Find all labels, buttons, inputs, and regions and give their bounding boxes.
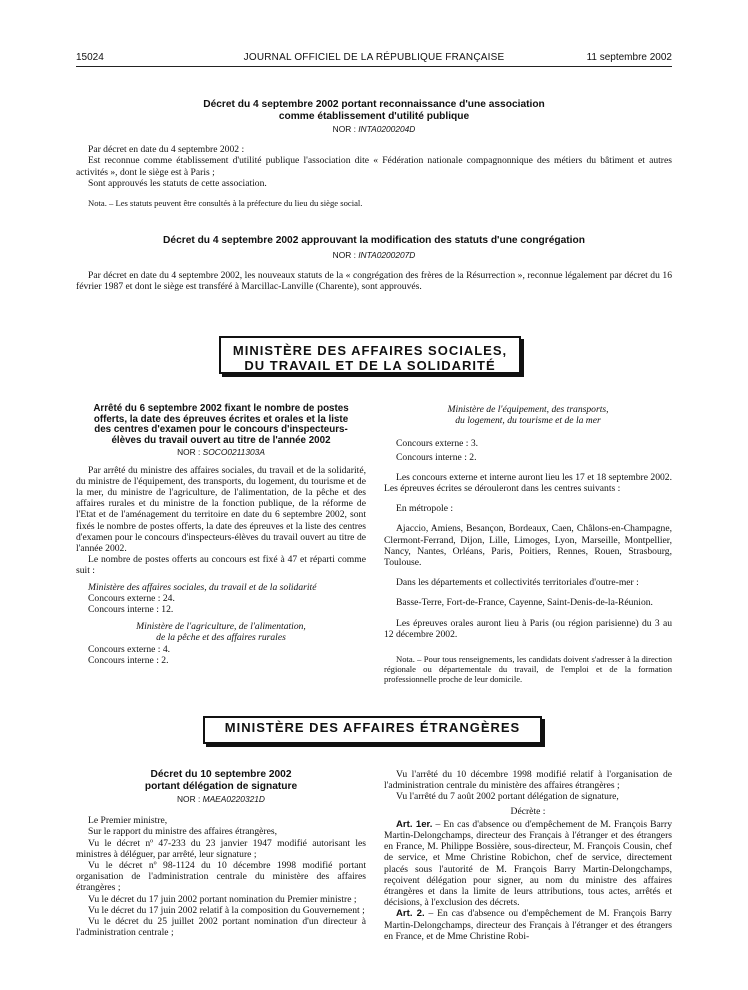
concours-dates: Les concours externe et interne auront lieu les 17 et 18 septembre 2002. Les épreuves écrites se dérouleront dans les centres suivants : — [384, 471, 672, 495]
ministry-equip-heading: Ministère de l'équipement, des transports, du logement, du tourisme et de la mer — [447, 404, 609, 427]
decret-2-body: Par décret en date du 4 septembre 2002, les nouveaux statuts de la « congrégation des frères de la Résurrection », reconnue légalement par décret du 16 février 1987 et dont le siège est transféré à Marcillac-Lanville (Charente), sont approuvés. — [76, 269, 672, 292]
decret-3-decrete: Décrète : — [510, 805, 546, 817]
arrete-right-column — [384, 404, 672, 684]
dom-cities: Basse-Terre, Fort-de-France, Cayenne, Saint-Denis-de-la-Réunion. — [396, 597, 653, 609]
equip-external: Concours externe : 3. — [396, 438, 479, 450]
metropole-label: En métropole : — [396, 503, 454, 515]
agri-external: Concours externe : 4. — [88, 643, 171, 655]
social-external: Concours externe : 24. — [88, 592, 175, 604]
decret-1-body: Par décret en date du 4 septembre 2002 : Est reconnue comme établissement d'utilité publique l'association dite « Fédération nationale compagnonnique des métiers du bâtiment et autres activités », dont le siège est à Paris ; Sont approuvés les statuts de cette association. — [76, 144, 672, 189]
decret-3-article-2: Art. 2. – En cas d'absence ou d'empêchement de M. François Barry Martin-Delongchamps, directeur des Français à l'étranger et des étrangers en France, et de Mme Christine Robi- — [384, 908, 672, 942]
decret-3-vu-2002: Vu l'arrêté du 7 août 2002 portant délégation de signature, — [396, 791, 619, 803]
ministry-banner-social: MINISTÈRE DES AFFAIRES SOCIALES, DU TRAVAIL ET DE LA SOLIDARITÉ — [219, 336, 521, 374]
arrete-nota: Nota. – Pour tous renseignements, les candidats doivent s'adresser à la direction régionale ou départementale du travail, de l'emploi et de la formation professionnelle proche de leur domicile. — [384, 654, 672, 685]
arrete-left-column — [76, 404, 366, 666]
arrete-postes: Le nombre de postes offerts au concours est fixé à 47 et réparti comme suit : — [76, 554, 366, 577]
decret-1-title: Décret du 4 septembre 2002 portant reconnaissance d'une association comme établissement d'utilité publique — [203, 99, 545, 122]
oral-dates: Les épreuves orales auront lieu à Paris (ou région parisienne) du 3 au 12 décembre 2002. — [384, 617, 672, 640]
journal-title: JOURNAL OFFICIEL DE LA RÉPUBLIQUE FRANÇAISE — [243, 52, 505, 63]
decret-3-right-column — [384, 769, 672, 942]
decret-3-nor: NOR : MAEA0220321D — [177, 794, 265, 804]
dom-label: Dans les départements et collectivités territoriales d'outre-mer : — [396, 577, 639, 589]
decret-2-title: Décret du 4 septembre 2002 approuvant la modification des statuts d'une congrégation — [163, 235, 585, 246]
decret-2 — [76, 235, 672, 292]
decret-3-left-column — [76, 769, 366, 938]
ministry-agri-heading: Ministère de l'agriculture, de l'alimentation, de la pêche et des affaires rurales — [136, 621, 306, 644]
decret-1-nor: NOR : INTA0200204D — [332, 124, 416, 134]
agri-internal: Concours interne : 2. — [88, 654, 169, 666]
decret-3-visas: Le Premier ministre, Sur le rapport du ministre des affaires étrangères, Vu le décret nº 47-233 du 23 janvier 1947 modifié autorisant les ministres à déléguer, par arrêté, leur signature ; Vu le décret nº 98-1124 du 10 décembre 1998 modifié portant organisation de l'administration centrale du ministère des affaires étrangères ; Vu le décret du 17 juin 2002 portant nomination du Premier ministre ; Vu le décret du 17 juin 2002 relatif à la composition du Gouvernement ; Vu le décret du 25 juillet 2002 portant nomination d'un directeur à l'administration centrale ; — [76, 815, 366, 939]
decret-1 — [76, 99, 672, 208]
decret-2-nor: NOR : INTA0200207D — [332, 249, 416, 260]
page-header — [76, 52, 672, 66]
metropole-cities: Ajaccio, Amiens, Besançon, Bordeaux, Caen, Châlons-en-Champagne, Clermont-Ferrand, Dijon, Lille, Limoges, Lyon, Marseille, Montpellier, Nancy, Nantes, Orléans, Paris, Poitiers, Rennes, Rouen, Strasbourg, Toulouse. — [384, 523, 672, 569]
issue-date: 11 septembre 2002 — [586, 52, 672, 63]
header-rule — [76, 66, 672, 67]
equip-internal: Concours interne : 2. — [396, 451, 477, 463]
arrete-nor: NOR : SOCO0211303A — [177, 447, 265, 458]
decret-1-nota: Nota. – Les statuts peuvent être consultés à la préfecture du lieu du siège social. — [88, 198, 363, 209]
arrete-title: Arrêté du 6 septembre 2002 fixant le nombre de postes offerts, la date des épreuves écrites et orales et la liste des centres d'examen pour le concours d'inspecteurs- élèves du travail ouvert au titre de l'année 2002 — [93, 403, 349, 446]
decret-3-article-1: Art. 1er. – En cas d'absence ou d'empêchement de M. François Barry Martin-Delongchamps, directeur des Français à l'étranger et des étrangers en France, M. Philippe Bossière, sous-directeur, M. François Cousin, chef de service, et Mme Christine Robichon, chef de service, directement placés sous l'autorité de M. François Barry Martin-Delongchamps, reçoivent délégation pour signer, au nom du ministre des affaires étrangères et dans la limite de leurs attributions, tous actes, arrêtés et décisions, à l'exclusion des décrets. — [384, 818, 672, 909]
decret-3-title: Décret du 10 septembre 2002 portant délégation de signature — [144, 769, 298, 792]
social-internal: Concours interne : 12. — [88, 604, 174, 616]
ministry-social-heading: Ministère des affaires sociales, du travail et de la solidarité — [88, 581, 317, 593]
decret-3-vu-1998: Vu l'arrêté du 10 décembre 1998 modifié relatif à l'organisation de l'administration centrale du ministère des affaires étrangères ; — [384, 769, 672, 792]
page-number: 15024 — [76, 52, 104, 63]
arrete-intro: Par arrêté du ministre des affaires sociales, du travail et de la solidarité, du ministre de l'équipement, des transports, du logement, du tourisme et de la mer, du ministre de l'agriculture, de l'alimentation, de la pêche et des affaires rurales et du ministre de la fonction publique, de la réforme de l'Etat et de l'aménagement du territoire en date du 6 septembre 2002, sont fixés le nombre de postes offerts, la date des épreuves et la liste des centres d'examen pour le concours d'inspecteurs-élèves du travail ouvert au titre de l'année 2002. — [76, 464, 366, 554]
ministry-banner-foreign: MINISTÈRE DES AFFAIRES ÉTRANGÈRES — [203, 716, 542, 744]
